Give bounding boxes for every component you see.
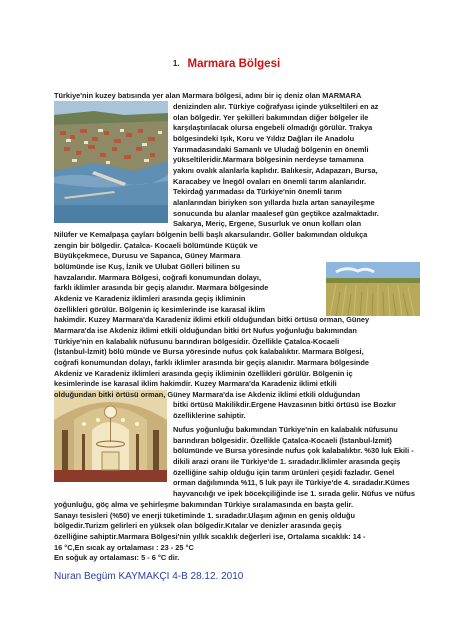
text-line: Büyükçekmece, Durusu ve Sapanca, Güney Marmara (54, 251, 241, 261)
text-line: bitki örtüsü Makilikdir.Ergene Havzasının bitki örtüsü ise Bozkır (173, 400, 397, 409)
text-line: alanlarından biriyken son yıllarda hızla artan sanayileşme (173, 197, 375, 207)
text-line: havzalarıdır. Marmara Bölgesi, coğrafi konumundan dolayı, (54, 272, 261, 282)
coastal-town-photo (54, 101, 168, 223)
text-line: Sakarya, Meriç, Ergene, Susurluk ve onun kolları olan (173, 219, 362, 229)
text-line: Nilüfer ve Kemalpaşa çayları bölgenin belli başlı akarsularıdır. Göller bakımından oldukça (54, 230, 368, 239)
text-line: barındıran bölgesidir. Özellikle Çatalca-Kocaeli (İstanbul-İzmit) (173, 435, 392, 445)
text-line: dikili arazi oranı ile Türkiye'de 1. sıradadır.İklimler arasında geçiş (173, 456, 401, 466)
text-line: bölgedir.Turizm gelirleri en yüksek olan bölgedir.Kıtalar ve denizler arasında geçiş (54, 521, 342, 531)
text-line: karşılaştırılacak olursa engebeli olmadığı görülür. Trakya (173, 123, 373, 133)
text-line: özelliğine sahip olduğu için tarım ürünleri çeşidi fazladır. Genel (173, 467, 395, 477)
text-line: Nufus yoğunluğu bakımından Türkiye'nin en kalabalık nüfusunu (173, 425, 398, 434)
text-line: özelliklerine sahiptir. (173, 410, 246, 420)
text-line: Karacabey ve İnegöl ovaları en önemli tarım alanlarıdır. (173, 176, 367, 186)
text-line: Türkiye'nin en kalabalık nüfusunu barındıran bölgesidir. Özellikle Çatalca-Kocaeli (54, 336, 340, 346)
text-line: bölgesindeki Işık, Koru ve Yıldız Dağları ile Anadolu (173, 133, 355, 143)
text-line: (İstanbul-İzmit) bölü münde ve Bursa yöresinde nufus çok kalabalıktır. Marmara Bölgesi, (54, 347, 364, 357)
text-line: orman dağılımında %11, 5 luk payı ile Türkiye'de 4. sıradadır.Kümes (173, 478, 410, 488)
text-line: yükseltileridir.Marmara bölgesinin nerdeyse tamamına (173, 155, 364, 165)
text-line: özellikleri görülür. Bölgenin iç kesimlerinde ise karasal iklim (54, 304, 266, 314)
section-heading (0, 54, 453, 72)
heading-number: 1. (172, 59, 180, 68)
text-line: En soğuk ay ortalaması: 5 - 6 °C dir. (54, 553, 180, 563)
text-line: zengin bir bölgedir. Çatalca- Kocaeli bölümünde Küçük ve (54, 240, 258, 250)
paragraph-lead-line: Türkiye'nin kuzey batısında yer alan Marmara bölgesi, adını bir iç deniz olan MARMARA (54, 91, 362, 100)
text-line: bölümünde ve Bursa yöresinde nufus çok kalabalıktır. %30 luk Ekili - (173, 446, 414, 456)
text-line: Akdeniz ve Karadeniz iklimleri arasında geçiş ikliminin (54, 293, 246, 303)
paragraph2-wrap-block (173, 425, 415, 500)
text-line: bölümünde ise Kuş, İznik ve Ulubat Gölleri bilinen su (54, 261, 241, 271)
heading-title: Marmara Bölgesi (187, 58, 281, 70)
text-line: farklı iklimler arasında bir geçiş alanıdır. Marmara bölgesinde (54, 283, 269, 293)
text-line: yoğunluğu, göç alma ve şehirleşme bakımından Türkiye sıralamasında en başta gelir. (54, 500, 354, 509)
text-line: olduğundan bitki örtüsü orman, Güney Marmara'da ise Akdeniz iklimi etkili olduğundan (54, 389, 361, 399)
text-line: sonucunda bu alanlar maalesef gün geçtikce azalmaktadır. (173, 208, 379, 218)
text-line: Marmara'da ise Akdeniz iklimi etkili olduğundan bitki ört Nufus yoğunluğu bakımından (54, 325, 357, 335)
text-line: kesimlerinde ise karasal iklim hakimdir. Kuzey Marmara'da Karadeniz iklimi etkili (54, 379, 337, 389)
text-line: hayvancılığı ve ipek böcekçiliğinde ise 1. sırada gelir. Nüfus ve nüfus (173, 488, 415, 498)
author-footer: Nuran Begüm KAYMAKÇI 4-B 28.12. 2010 (54, 571, 244, 582)
paragraph2-full-block (54, 500, 365, 564)
text-line: coğrafi konumundan dolayı, farklı iklimler arasında bir geçiş alanıdır. Marmara bölgesinde (54, 357, 370, 367)
text-line: Yarımadasındaki Samanlı ve Uludağ bölgenin en önemli (173, 144, 369, 154)
paragraph-tail-block (173, 400, 396, 421)
mosque-interior-photo (54, 390, 167, 482)
text-line: yakını ovalık alanlarla kaplıdır. Balıkesir, Adapazarı, Bursa, (173, 165, 378, 175)
paragraph-wrap-block (173, 102, 379, 230)
text-line: Sanayı tesisleri (%50) ve enerji tüketiminde 1. sıradadır.Ulaşım ağının en geniş olduğu (54, 510, 356, 520)
text-line: 16 °C,En sıcak ay ortalaması : 23 - 25 °C (54, 542, 194, 552)
paragraph-full-block (54, 230, 369, 401)
text-line: Akdeniz ve Karadeniz iklimleri arasında geçiş ikliminin özellikleri görülür. Bölgenin iç (54, 368, 353, 378)
text-line: hakimdir. Kuzey Marmara'da Karadeniz iklimi etkili olduğundan bitki örtüsü orman, Güney (54, 315, 370, 325)
text-line: olan bölgedir. Yer şekilleri bakımından diğer bölgeler ile (173, 112, 369, 122)
text-line: denizinden alır. Türkiye coğrafyası içinde yükseltileri en az (173, 102, 379, 111)
text-line: özelliğine sahiptir.Marmara Bölgesi'nin yıllık sıcaklık değerleri ise, Ortalama sıcaklık: 14 - (54, 531, 366, 541)
text-line: Tekirdağ yarımadası da Türkiye'nin önemli tarım (173, 187, 342, 197)
